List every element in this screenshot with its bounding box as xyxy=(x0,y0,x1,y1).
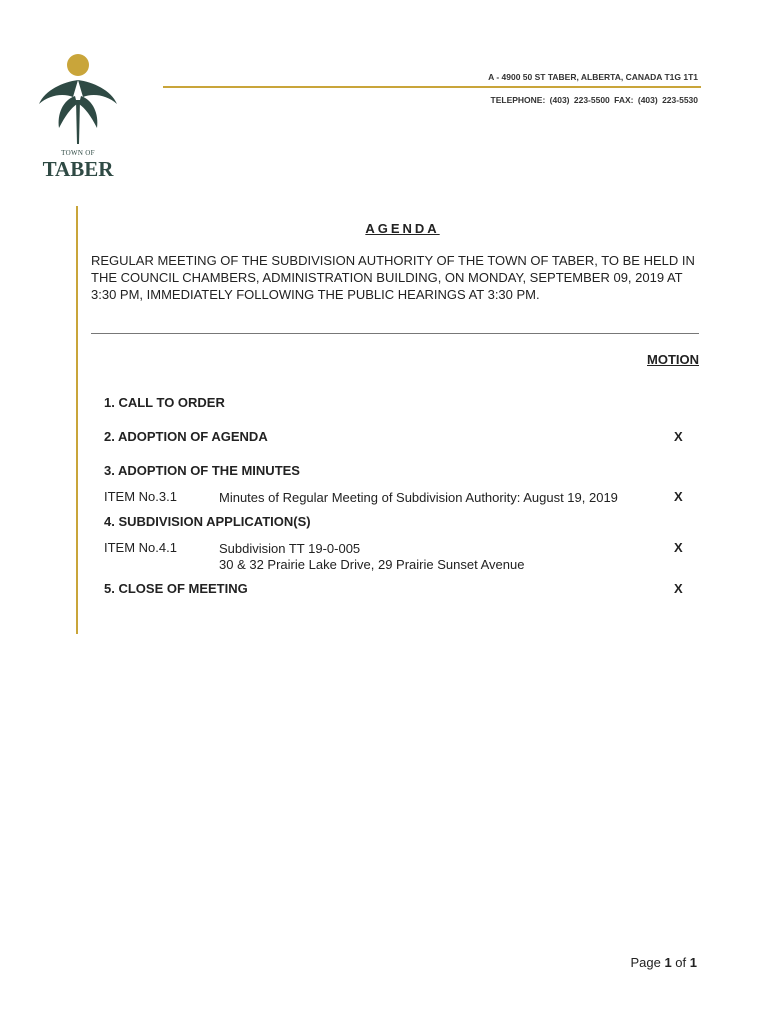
motion-column-header: MOTION xyxy=(647,352,699,367)
header-address: A - 4900 50 ST TABER, ALBERTA, CANADA T1G 1T1 xyxy=(488,72,698,82)
town-emblem-icon xyxy=(35,52,121,148)
section-subdivision-applications: 4. SUBDIVISION APPLICATION(S) xyxy=(104,514,311,529)
header-phone-fax: TELEPHONE: (403) 223-5500 FAX: (403) 223-5530 xyxy=(490,95,698,105)
header-rule xyxy=(163,86,701,88)
item-description: Minutes of Regular Meeting of Subdivision Authority: August 19, 2019 xyxy=(219,490,618,505)
left-accent-bar xyxy=(76,206,78,634)
divider xyxy=(91,333,699,334)
page-number xyxy=(630,955,697,970)
page-total: 1 xyxy=(689,955,697,970)
section-close-of-meeting: 5. CLOSE OF MEETING xyxy=(104,581,248,596)
motion-mark: X xyxy=(674,489,683,504)
item-number: ITEM No.3.1 xyxy=(104,489,177,504)
motion-mark: X xyxy=(674,581,683,596)
motion-mark: X xyxy=(674,429,683,444)
meeting-description: REGULAR MEETING OF THE SUBDIVISION AUTHORITY OF THE TOWN OF TABER, TO BE HELD IN THE COUNCIL CHAMBERS, ADMINISTRATION BUILDING, ON MONDAY, SEPTEMBER 09, 2019 AT 3:30 PM, IMMEDIATELY FOLLOWING THE PUBLIC HEARINGS AT 3:30 PM. xyxy=(91,253,695,302)
logo-town-of-text: TOWN OF xyxy=(61,149,95,157)
item-description: Subdivision TT 19-0-005 xyxy=(219,541,361,556)
section-adoption-of-minutes: 3. ADOPTION OF THE MINUTES xyxy=(104,463,300,478)
agenda-title: AGENDA xyxy=(365,221,440,236)
page-current: 1 xyxy=(664,955,672,970)
logo-taber-text: TABER xyxy=(42,157,114,181)
page-label: Page xyxy=(630,955,661,970)
section-call-to-order: 1. CALL TO ORDER xyxy=(104,395,225,410)
town-logo xyxy=(30,52,126,181)
motion-mark: X xyxy=(674,540,683,555)
item-number: ITEM No.4.1 xyxy=(104,540,177,555)
section-adoption-of-agenda: 2. ADOPTION OF AGENDA xyxy=(104,429,268,444)
page-of: of xyxy=(675,955,687,970)
item-address: 30 & 32 Prairie Lake Drive, 29 Prairie Sunset Avenue xyxy=(219,557,525,572)
